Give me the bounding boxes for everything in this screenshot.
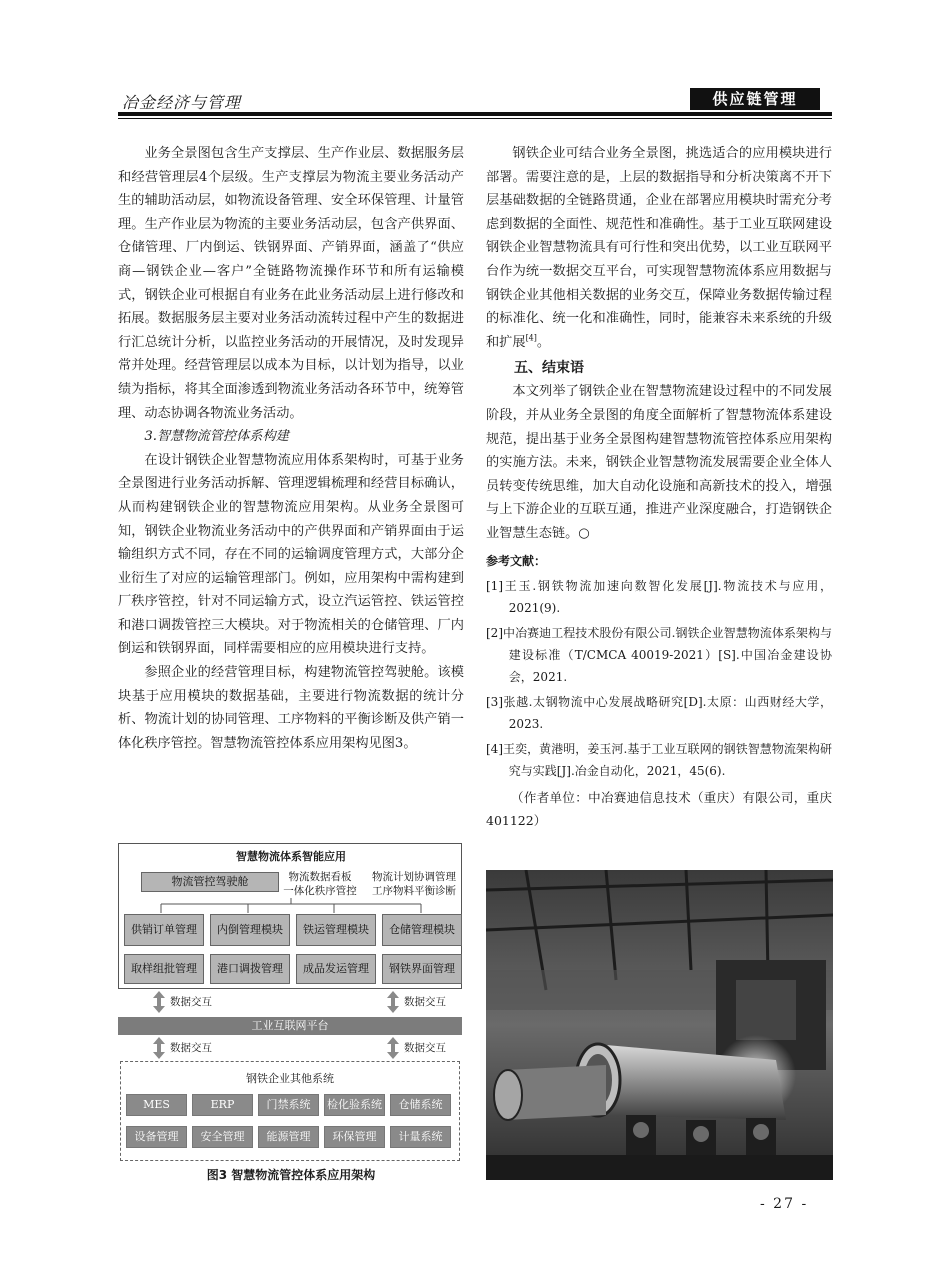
system-box: ERP	[192, 1094, 253, 1116]
left-column	[118, 142, 464, 755]
paragraph: 钢铁企业可结合业务全景图，挑选适合的应用模块进行部署。需要注意的是，上层的数据指导和分析决策离不开下层基础数据的全链路贯通，企业在部署应用模块时需充分考虑到数据的全面性、规范性和准确性。基于工业互联网建设钢铁企业智慧物流具有可行性和突出优势，以工业互联网平台作为统一数据交互平台，可实现智慧物流体系应用数据与钢铁企业其他相关数据的业务交互，保障业务数据传输过程的标准化、统一化和准确性，同时，能兼容未来系统的升级和扩展[4]。	[486, 146, 832, 350]
double-arrow-icon	[152, 991, 166, 1013]
steel-mill-photo	[486, 870, 833, 1180]
other-systems-group	[120, 1061, 460, 1161]
system-box: MES	[126, 1094, 187, 1116]
paragraph: 本文列举了钢铁企业在智慧物流建设过程中的不同发展阶段，并从业务全景图的角度全面解析了智慧物流体系建设规范，提出基于业务全景图构建智慧物流管控体系应用架构的实施方法。未来，钢铁企业智慧物流发展需要企业全体人员转变传统思维，加大自动化设施和高新技术的投入，增强与上下游企业的互联互通，推进产业深度融合，打造钢铁企业智慧生态链。○	[486, 384, 832, 541]
system-box: 仓储系统	[390, 1094, 451, 1116]
header-rule-thin	[118, 118, 832, 119]
system-box: 检化验系统	[324, 1094, 385, 1116]
figure-caption: 图3 智慧物流管控体系应用架构	[206, 1168, 376, 1182]
section-heading: 五、结束语	[514, 360, 584, 377]
references-title: 参考文献：	[486, 553, 547, 568]
reference-item: [2]中冶赛迪工程技术股份有限公司.钢铁企业智慧物流体系架构与建设标准（T/CMCA 40019-2021）[S].中国冶金建设协会，2021.	[486, 625, 832, 684]
double-arrow-icon	[386, 1037, 400, 1059]
system-box: 门禁系统	[258, 1094, 319, 1116]
module-box: 港口调拨管理	[210, 954, 290, 984]
header-rule	[118, 112, 832, 116]
side-label-2: 物流计划协调管理 工序物料平衡诊断	[372, 871, 456, 897]
module-box: 钢铁界面管理	[382, 954, 462, 984]
figure-top-title: 智慧物流体系智能应用	[236, 850, 346, 863]
subheading: 3.智慧物流管控体系构建	[144, 429, 289, 445]
reference-item: [4]王奕，黄港明，姜玉河.基于工业互联网的钢铁智慧物流架构研究与实践[J].冶金自动化，2021，45(6).	[486, 741, 832, 778]
system-box: 能源管理	[258, 1126, 319, 1148]
paragraph: 在设计钢铁企业智慧物流应用体系架构时，可基于业务全景图进行业务活动拆解、管理逻辑梳理和经营目标确认，从而构建钢铁企业的智慧物流应用架构。从业务全景图可知，钢铁企业物流业务活动中的产供界面和产销界面由于运输组织方式不同，存在不同的运输调度管理方式，大部分企业衍生了对应的运输管理部门。例如，应用架构中需构建到厂秩序管控，针对不同运输方式，设立汽运管控、铁运管控和港口调拨管控三大模块。对于物流相关的仓储管理、厂内倒运和铁钢界面，同样需要相应的应用模块进行支持。	[118, 452, 464, 657]
side-label-1: 物流数据看板 一体化秩序管控	[283, 871, 357, 897]
data-exchange-label: 数据交互	[170, 996, 212, 1008]
data-exchange-label: 数据交互	[404, 1042, 446, 1054]
smart-app-layer	[118, 843, 462, 989]
reference-item: [3]张越.太钢物流中心发展战略研究[D].太原：山西财经大学，2023.	[486, 694, 832, 731]
double-arrow-icon	[152, 1037, 166, 1059]
paragraph: 参照企业的经营管理目标，构建物流管控驾驶舱。该模块基于应用模块的数据基础，主要进行物流数据的统计分析、物流计划的协同管理、工序物料的平衡诊断及供产销一体化秩序管控。智慧物流管控体系应用架构见图3。	[118, 665, 464, 751]
platform-bar: 工业互联网平台	[118, 1017, 462, 1035]
paragraph: 业务全景图包含生产支撑层、生产作业层、数据服务层和经营管理层4个层级。生产支撑层为物流主要业务活动产生的辅助活动层，如物流设备管理、安全环保管理、计量管理。生产作业层为物流的主要业务活动层，包含产供界面、仓储管理、厂内倒运、铁钢界面、产销界面，涵盖了“供应商—钢铁企业—客户”全链路物流操作环节和所有运输模式，钢铁企业可根据自有业务在此业务活动层上进行修改和拓展。数据服务层主要对业务活动流转过程中产生的数据进行汇总统计分析，以监控业务活动的开展情况，及时发现异常并处理。经营管理层以成本为目标，以计划为指导，以业绩为指标，将其全面渗透到物流业务活动各环节中，统筹管理、动态协调各物流业务活动。	[118, 146, 464, 421]
other-systems-title: 钢铁企业其他系统	[246, 1072, 334, 1085]
system-box: 计量系统	[390, 1126, 451, 1148]
journal-name: 冶金经济与管理	[122, 93, 242, 112]
author-affiliation: （作者单位：中冶赛迪信息技术（重庆）有限公司，重庆 401122）	[486, 789, 832, 828]
system-box: 设备管理	[126, 1126, 187, 1148]
system-box: 环保管理	[324, 1126, 385, 1148]
data-exchange-label: 数据交互	[170, 1042, 212, 1054]
module-box: 供销订单管理	[124, 914, 204, 946]
double-arrow-icon	[386, 991, 400, 1013]
page-number: - 27 -	[760, 1196, 809, 1212]
section-label: 供应链管理	[690, 88, 820, 110]
module-box: 内倒管理模块	[210, 914, 290, 946]
data-exchange-label: 数据交互	[404, 996, 446, 1008]
connector-lines	[119, 898, 463, 914]
cockpit-box: 物流管控驾驶舱	[141, 872, 279, 892]
module-box: 取样组批管理	[124, 954, 204, 984]
module-box: 成品发运管理	[296, 954, 376, 984]
module-box: 仓储管理模块	[382, 914, 462, 946]
citation: [4]	[525, 333, 537, 343]
system-box: 安全管理	[192, 1126, 253, 1148]
architecture-figure	[118, 843, 464, 1163]
reference-item: [1]王玉.钢铁物流加速向数智化发展[J].物流技术与应用，2021(9).	[486, 578, 832, 615]
module-box: 铁运管理模块	[296, 914, 376, 946]
right-column	[486, 142, 832, 832]
